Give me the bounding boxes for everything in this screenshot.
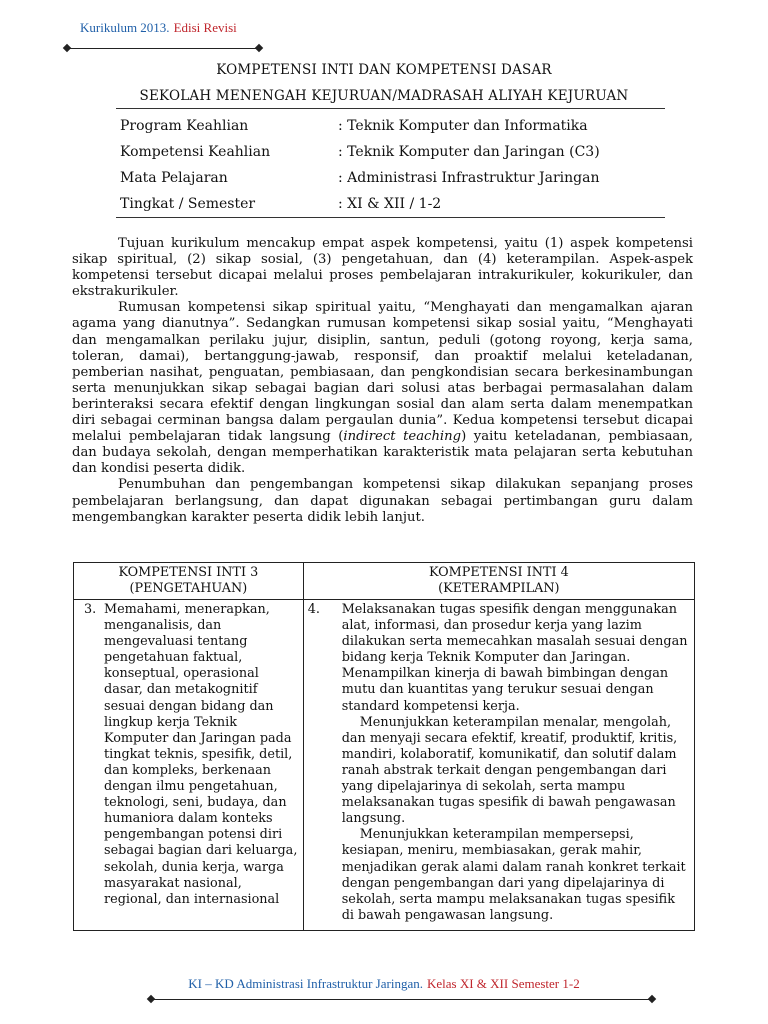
- footer-subject: KI – KD Administrasi Infrastruktur Jaringan.: [188, 976, 423, 991]
- ki3-number: 3.: [84, 602, 97, 617]
- ki4-cell: [303, 600, 694, 931]
- title-divider: [116, 108, 665, 109]
- ki4-number: 4.: [307, 602, 320, 617]
- header-rule: [70, 48, 260, 49]
- table-row: [74, 600, 695, 931]
- ki3-text: Memahami, menerapkan, menganalisis, dan mengevaluasi tentang pengetahuan faktual, konseptual, operasional dasar, dan metakognitif sesuai dengan bidang dan lingkup kerja Teknik Komputer dan Jaringan pada tingkat teknis, spesifik, detil, dan kompleks, berkenaan dengan ilmu pengetahuan, teknologi, seni, budaya, dan humaniora dalam konteks pengembangan potensi diri sebagai bagian dari keluarga, sekolah, dunia kerja, warga masyarakat nasional, regional, dan internasional: [104, 602, 298, 907]
- italic-term: indirect teaching: [343, 429, 462, 445]
- ki4-text-1: Melaksanakan tugas spesifik dengan menggunakan alat, informasi, dan prosedur kerja yang lazim dilakukan serta memecahkan masalah sesuai dengan bidang kerja Teknik Komputer dan Jaringan. Menampilkan kinerja di bawah bimbingan dengan mutu dan kuantitas yang terukur sesuai dengan standard kompetensi kerja.: [341, 602, 688, 714]
- doc-title-line2: SEKOLAH MENENGAH KEJURUAN/MADRASAH ALIYAH KEJURUAN: [139, 88, 629, 104]
- footer-class: Kelas XI & XII Semester 1-2: [426, 976, 580, 991]
- intro-text: [72, 236, 693, 526]
- info-value: : XI & XII / 1-2: [338, 196, 442, 212]
- table-header-row: [74, 563, 695, 600]
- paragraph: Penumbuhan dan pengembangan kompetensi sikap dilakukan sepanjang proses pembelajaran berlangsung, dan dapat digunakan sebagai pertimbangan guru dalam mengembangkan karakter peserta didik lebih lanjut.: [72, 477, 693, 525]
- info-row: [120, 165, 680, 191]
- info-label: Kompetensi Keahlian: [120, 144, 271, 160]
- footer-rule-diamond-right: [648, 995, 656, 1003]
- info-value: : Teknik Komputer dan Jaringan (C3): [338, 144, 600, 160]
- info-value: : Teknik Komputer dan Informatika: [338, 118, 588, 134]
- running-footer: [0, 976, 768, 992]
- running-header: [80, 20, 237, 36]
- footer-rule: [152, 999, 652, 1000]
- header-kurikulum: Kurikulum 2013.: [80, 20, 170, 35]
- ki3-header: KOMPETENSI INTI 3 (PENGETAHUAN): [74, 563, 304, 600]
- info-row: [120, 113, 680, 139]
- header-rule-diamond-right: [255, 44, 263, 52]
- info-label: Program Keahlian: [120, 118, 249, 134]
- doc-title-line1: KOMPETENSI INTI DAN KOMPETENSI DASAR: [216, 62, 552, 78]
- paragraph: Rumusan kompetensi sikap spiritual yaitu, “Menghayati dan mengamalkan ajaran agama yang dianutnya”. Sedangkan rumusan kompetensi sikap sosial yaitu, “Menghayati dan mengamalkan perilaku jujur, disiplin, santun, peduli (gotong royong, kerja sama, toleran, damai), bertanggung-jawab, responsif, dan proaktif melalui keteladanan, pemberian nasihat, penguatan, pembiasaan, dan pengkondisian secara berkesinambungan serta menunjukkan sikap sebagai bagian dari solusi atas berbagai permasalahan dalam berinteraksi secara efektif dengan lingkungan sosial dan alam serta dalam menempatkan diri sebagai cerminan bangsa dalam pergaulan dunia”. Kedua kompetensi tersebut dicapai melalui pembelajaran tidak langsung (indirect teaching) yaitu keteladanan, pembiasaan, dan budaya sekolah, dengan memperhatikan karakteristik mata pelajaran serta kebutuhan dan kondisi peserta didik.: [72, 300, 693, 477]
- footer-rule-diamond-left: [147, 995, 155, 1003]
- info-value: : Administrasi Infrastruktur Jaringan: [338, 170, 600, 186]
- ki4-text-2: Menunjukkan keterampilan menalar, mengolah, dan menyaji secara efektif, kreatif, produktif, kritis, mandiri, kolaboratif, komunikatif, dan solutif dalam ranah abstrak terkait dengan pengembangan dari yang dipelajarinya di sekolah, serta mampu melaksanakan tugas spesifik di bawah pengawasan langsung.: [341, 714, 678, 827]
- header-edisi: Edisi Revisi: [173, 20, 237, 35]
- subject-info: [120, 113, 680, 217]
- paragraph: Tujuan kurikulum mencakup empat aspek kompetensi, yaitu (1) aspek kompetensi sikap spiritual, (2) sikap sosial, (3) pengetahuan, dan (4) keterampilan. Aspek-aspek kompetensi tersebut dicapai melalui proses pembelajaran intrakurikuler, kokurikuler, dan ekstrakurikuler.: [72, 236, 693, 300]
- info-row: [120, 191, 680, 217]
- ki4-header: KOMPETENSI INTI 4 (KETERAMPILAN): [303, 563, 694, 600]
- info-row: [120, 139, 680, 165]
- info-label: Mata Pelajaran: [120, 170, 228, 186]
- ki3-cell: [74, 600, 304, 931]
- info-divider: [116, 217, 665, 218]
- ki4-text-3: Menunjukkan keterampilan mempersepsi, kesiapan, meniru, membiasakan, gerak mahir, menjadikan gerak alami dalam ranah konkret terkait dengan pengembangan dari yang dipelajarinya di sekolah, serta mampu melaksanakan tugas spesifik di bawah pengawasan langsung.: [341, 827, 686, 923]
- header-rule-diamond-left: [63, 44, 71, 52]
- competency-table: [73, 562, 695, 931]
- info-label: Tingkat / Semester: [120, 196, 256, 212]
